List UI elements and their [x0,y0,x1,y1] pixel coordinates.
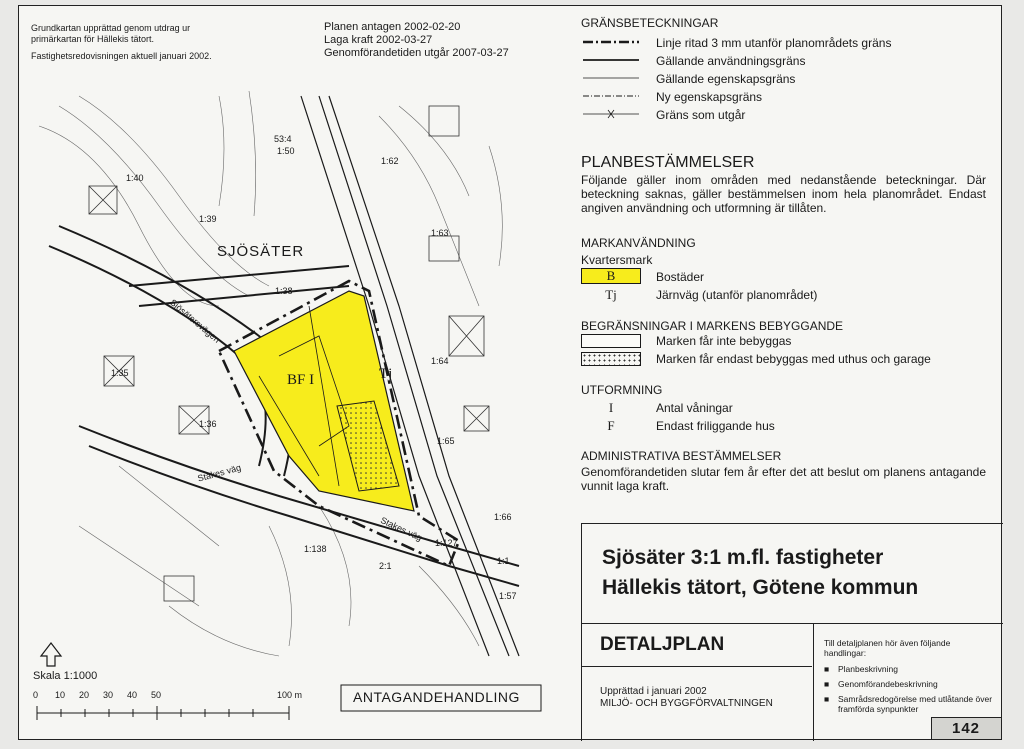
detail-authority: MILJÖ- OCH BYGGFÖRVALTNINGEN [600,698,773,709]
map-area [19,6,579,741]
road-label-stakes-vag-1: Stakes väg [196,462,243,484]
place-label: SJÖSÄTER [217,243,305,260]
detail-prepared: Upprättad i januari 2002 [600,686,707,697]
scale-tick: 50 [151,690,162,700]
parcel-label: 1:127 [435,538,458,548]
restriction-item: Marken får endast bebyggas med uthus och garage [656,352,931,366]
scale-tick: 100 m [277,690,303,700]
page-number-tab [931,717,1001,739]
parcel-label: 1:57 [499,591,517,601]
parcel-label: 1:138 [304,544,327,554]
detail-heading: DETALJPLAN [600,634,725,655]
admin-text: Genomförandetiden slutar fem år efter det att beslut om planens antagande vunnit laga kraft. [581,465,986,493]
parcel-label: 1:65 [437,436,455,446]
detail-box [581,623,813,741]
scale-label: Skala 1:1000 [33,670,98,682]
header-implementation: Genomförandetiden utgår 2007-03-27 [324,47,509,59]
scale-tick: 30 [103,690,114,700]
parcel-label: 1:62 [381,156,399,166]
notes-item: Genomförandebeskrivning [838,679,938,689]
header-source-2: primärkartan för Hällekis tätort. [31,34,155,44]
page-number: 142 [951,720,981,737]
plan-rules-text: Följande gäller inom områden med nedanstående beteckningar. Där beteckning saknas, gäller bestämmelsen inom hela planområdet. Endast angiven användning och utformning är tillåten. [581,173,986,215]
notes-bullet: ■ [824,694,830,704]
scale-tick: 40 [127,690,138,700]
restrictions-heading: BEGRÄNSNINGAR I MARKENS BEBYGGANDE [581,319,844,333]
plan-sheet [18,5,1002,740]
outbuilding-swatch [581,352,641,366]
design-label: Endast friliggande hus [656,419,775,433]
notes-intro: Till detaljplanen hör även följande handlingar: [824,638,951,658]
notes-item: Samrådsredogörelse med utlåtande över framförda synpunkter [838,694,993,714]
parcel-label: 1:35 [111,368,129,378]
land-use-subheading: Kvartersmark [581,253,653,267]
boundary-symbols [581,34,661,124]
boundary-item: Ny egenskapsgräns [656,90,763,104]
design-heading: UTFORMNING [581,383,663,397]
plan-rules-heading: PLANBESTÄMMELSER [581,154,755,171]
title-box [581,523,1003,623]
admin-heading: ADMINISTRATIVA BESTÄMMELSER [581,449,782,463]
header-adopted: Planen antagen 2002-02-20 [324,21,461,33]
parcel-label: 1:50 [277,146,295,156]
restriction-item: Marken får inte bebyggas [656,334,792,348]
land-use-tj-label: Järnväg (utanför planområdet) [656,288,818,302]
plan-title: Sjösäter 3:1 m.fl. fastigheter [602,546,884,569]
parcel-label: 1:1 [497,556,510,566]
header-legal-force: Laga kraft 2002-03-27 [324,34,433,46]
legend-panel [581,6,1003,526]
north-arrow-icon [41,643,61,666]
parcel-label: 1:40 [126,173,144,183]
parcel-label: 1:39 [199,214,217,224]
land-use-b-swatch: B [581,268,641,284]
notes-bullet: ■ [824,664,830,674]
parcel-label: 1:36 [199,419,217,429]
land-use-b-label: Bostäder [656,270,705,284]
parcel-label: 1:38 [275,286,293,296]
boundary-item: Gällande användningsgräns [656,54,806,68]
zone-tj-label: Tj [379,366,393,382]
no-build-swatch [581,334,641,348]
scale-tick: 0 [33,690,39,700]
scale-bar [37,706,289,720]
parcel-label: 1:64 [431,356,449,366]
land-use-tj-code: Tj [605,287,617,302]
stamp-label: ANTAGANDEHANDLING [353,689,520,705]
design-label: Antal våningar [656,401,733,415]
plan-subtitle: Hällekis tätort, Götene kommun [602,576,919,599]
header-source-3: Fastighetsredovisningen aktuell januari 2002. [31,51,212,61]
zone-bf-label: BF I [287,372,315,388]
boundaries-heading: GRÄNSBETECKNINGAR [581,16,719,30]
parcel-label: 1:66 [494,512,512,522]
notes-item: Planbeskrivning [838,664,899,674]
parcel-label: 2:1 [379,561,392,571]
boundary-item: Linje ritad 3 mm utanför planområdets gräns [656,36,892,50]
parcel-label: 1:63 [431,228,449,238]
road-label-sjosatersvagen: Sjösätersvägen [168,297,223,345]
road-label-stakes-vag-2: Stakes väg [378,515,424,543]
land-use-heading: MARKANVÄNDNING [581,236,696,250]
parcel-label: 53:4 [274,134,292,144]
boundary-item: Gräns som utgår [656,108,746,122]
design-code: I [608,400,614,415]
scale-tick: 20 [79,690,90,700]
notes-bullet: ■ [824,679,830,689]
design-code: F [607,418,615,433]
header-source-1: Grundkartan upprättad genom utdrag ur [31,23,191,33]
boundary-item: Gällande egenskapsgräns [656,72,796,86]
scale-tick: 10 [55,690,66,700]
